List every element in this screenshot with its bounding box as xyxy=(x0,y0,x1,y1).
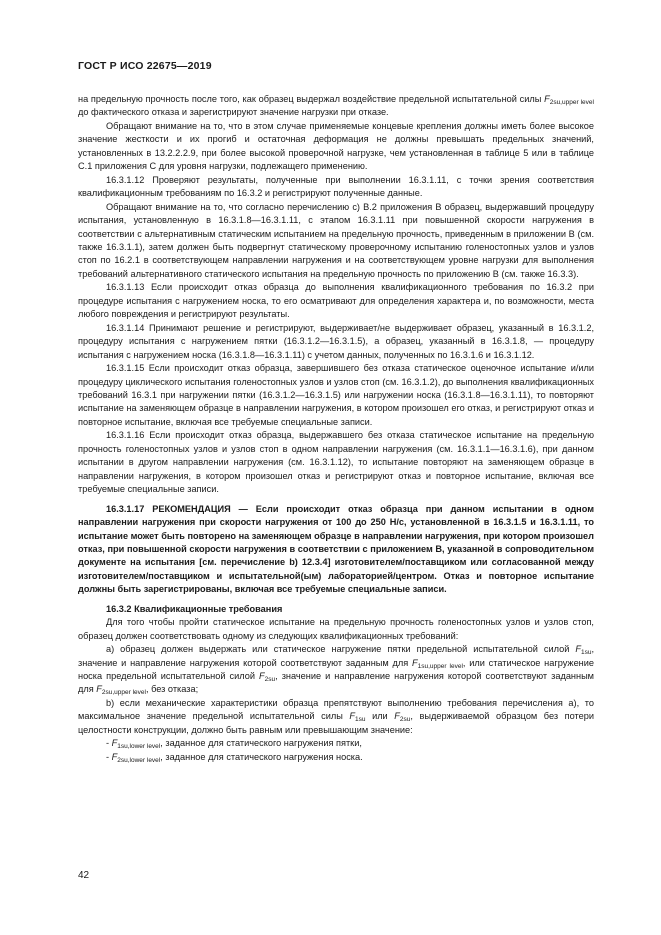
symbol: F xyxy=(96,684,102,695)
text-run: b) если механические характеристики образца препятствуют выполнению требования перечисления а), то максимальное значение предельной испытательной силы xyxy=(78,697,594,722)
subscript: 1su xyxy=(355,716,366,724)
symbol: F xyxy=(575,644,581,655)
subscript: 1su,lower level xyxy=(117,743,161,751)
document-header: ГОСТ Р ИСО 22675—2019 xyxy=(78,60,212,72)
page-number: 42 xyxy=(78,870,90,881)
symbol: F xyxy=(111,738,118,749)
subscript: 2su xyxy=(264,676,276,684)
symbol: F xyxy=(349,711,356,722)
section-heading xyxy=(78,603,594,616)
document-body xyxy=(78,93,594,764)
subscript: 1su,upper level xyxy=(417,662,463,670)
list-item xyxy=(78,751,594,764)
list-text: , заданное для статического нагружения носка. xyxy=(160,751,363,762)
text-run: до фактического отказа и зарегистрируют значение нагрузки при отказе. xyxy=(78,107,389,118)
text-run: , выдерживаемой образцом без потери целостности конструкции, должно быть равным или превышающим значение: xyxy=(78,711,594,735)
list-item xyxy=(78,737,594,750)
subscript: 2su xyxy=(399,716,411,724)
text-run: , значение и направление нагружения которой соответствуют заданным для xyxy=(78,671,594,695)
paragraph-qualification-intro: Для того чтобы пройти статическое испытание на предельную прочность голеностопных узлов и узлов стоп, образец должен соответствовать одному из следующих квалификационных требований: xyxy=(78,617,594,641)
paragraph-16-3-1-15: 16.3.1.15 Если происходит отказ образца, завершившего без отказа статическое оценочное испытание и/или процедуру циклического испытания голеностопных узлов и узлов стоп (см. 16.3.1.2), до выполнения квалификационных требований 16.3.1 при нагружении пятки (16.3.1.2—16.3.1.5) или нагружении носка (16.3.1.8—16.3.1.11), то повторяют испытание на заменяющем образце в направлении нагружения, в котором произошел его отказ, и регистрируют отказ и повторное испытание, включая все требуемые специальные записи. xyxy=(78,363,594,427)
text-run: , или статическое нагружение носка предельной испытательной силой xyxy=(78,657,594,682)
text-run: , без отказа; xyxy=(145,684,199,695)
paragraph-16-3-1-12: 16.3.1.12 Проверяют результаты, полученные при выполнении 16.3.1.11, с точки зрения соответствия квалификационным требованиям по 16.3.2 и регистрируют полученные данные. xyxy=(78,174,594,199)
text-run: или xyxy=(365,711,395,722)
subscript: 2su,upper level xyxy=(549,99,594,106)
paragraph-note-annex-b: Обращают внимание на то, что согласно перечислению с) В.2 приложения В образец, выдержавший процедуру испытания, установленную в 16.3.1.8—16.3.1.11, с этапом 16.3.1.11 при повышенной скорости нагружения в соответствии с альтернативным статическим испытанием на предельную прочность, приведенным в приложении В (см. также 16.3.1.1), затем должен быть подвергнут статическому проверочному испытанию голеностопных узлов и узлов стоп по 16.2.1 в соответствующем направлении нагружения и на соответствующем уровне нагрузки для выполнения требований альтернативного статического испытания на предельную прочность по приложению В (см. также 16.3.3). xyxy=(78,201,594,279)
paragraph-item-b xyxy=(78,697,594,737)
section-number: 16.3.2 xyxy=(106,603,132,614)
text-run: , значение и направление нагружения которой соответствуют заданным для xyxy=(78,644,594,668)
list-dash: - xyxy=(106,751,112,762)
symbol: F xyxy=(411,657,418,668)
symbol: F xyxy=(394,711,400,722)
text-run: а) образец должен выдержать или статическое нагружение пятки предельной испытательной силой xyxy=(106,644,576,655)
subscript: 1su xyxy=(580,649,592,657)
list-dash: - xyxy=(106,738,112,749)
paragraph-item-a xyxy=(78,643,594,697)
paragraph-16-3-1-16: 16.3.1.16 Если происходит отказ образца, выдержавшего без отказа статическое испытание на предельную прочность голеностопных узлов и узлов стоп в одном направлении нагружения (см. 16.3.1.1—16.3.1.6), при данном испытании в другом направлении нагружения (см. 16.3.1.12), то испытание повторяют на заменяющем образце в направлении нагружения, в котором произошел отказ и регистрируют отказ и повторное испытание, включая все требуемые специальные записи. xyxy=(78,430,594,495)
list-text: , заданное для статического нагружения пятки, xyxy=(160,738,362,749)
section-title: Квалификационные требования xyxy=(134,603,283,614)
symbol: F xyxy=(259,671,265,682)
paragraph-16-3-1-14: 16.3.1.14 Принимают решение и регистрируют, выдерживает/не выдерживает образец, указанный в 16.3.1.2, процедуру испытания с нагружением пятки (16.3.1.2—16.3.1.5), а образец, указанный в 16.3.1.8, — процедуру испытания с нагружением носка (16.3.1.8—16.3.1.11) с учетом данных, полученных по 16.3.1.6 и 16.3.1.12. xyxy=(78,322,594,360)
paragraph-16-3-1-17-recommendation: 16.3.1.17 РЕКОМЕНДАЦИЯ — Если происходит отказ образца при данном испытании в одном направлении нагружения при скорости нагружения от 100 до 250 Н/с, установленной в 16.3.1.5 и 16.3.1.11, то испытание может быть повторено на заменяющем образце в направлении нагружения, при котором произошел отказ, при повышенной скорости нагружения в соответствии с приложением В, указанной в сопроводительном документе на испытания [см. перечисление b) 12.3.4] изготовителем/поставщиком или согласованной между изготовителем/поставщиком и испытательной(ым) лабораторией/центром. Отказ и повторное испытание должны быть зарегистрированы, включая все требуемые специальные записи. xyxy=(78,503,594,595)
paragraph-16-3-1-13: 16.3.1.13 Если происходит отказ образца до выполнения квалификационного требования по 16.3.2 при процедуре испытания с нагружением носка, то его осматривают для определения характера и, по возможности, места любого повреждения и регистрируют результаты. xyxy=(78,282,594,320)
symbol: F xyxy=(544,94,550,104)
subscript: 2su,lower level xyxy=(117,756,161,764)
paragraph-continuation xyxy=(78,93,594,120)
symbol: F xyxy=(111,751,118,762)
text-run: на предельную прочность после того, как образец выдержал воздействие предельной испытательной силы xyxy=(78,94,545,104)
subscript: 2su,upper level xyxy=(101,689,146,697)
paragraph-note-stiffness: Обращают внимание на то, что в этом случае применяемые концевые крепления должны иметь более высокое значение жесткости и их прогиб и остаточная деформация не должны превышать предельных значений, установленных в 13.2.2.2.9, при более высокой проверочной нагрузке, чем установленная в таблице 5 или в таблице С.1 приложения С для уровня нагрузки, подлежащего применению. xyxy=(78,120,594,172)
